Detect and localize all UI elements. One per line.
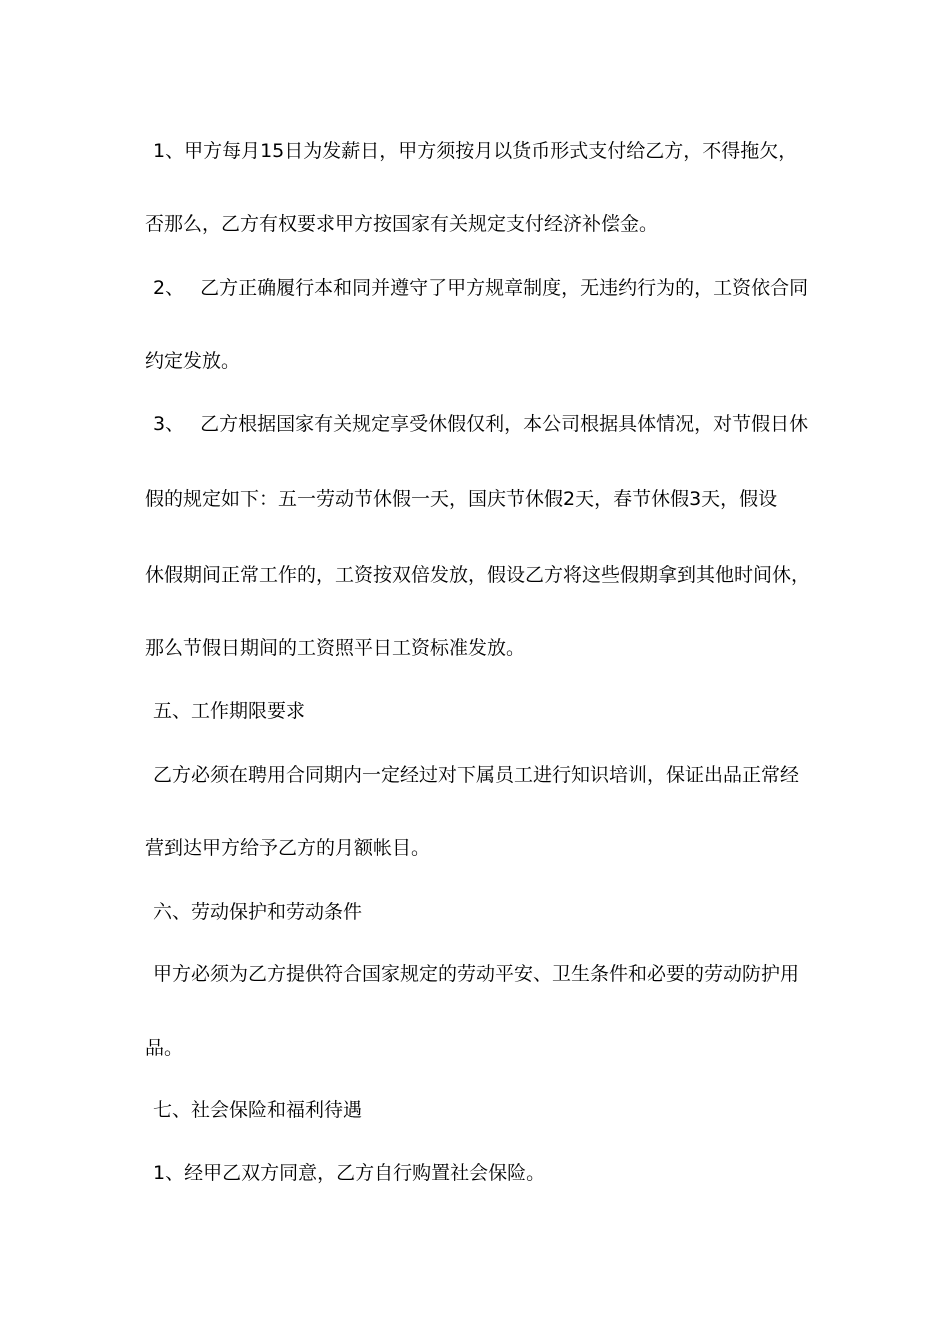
section-heading: 六、劳动保护和劳动条件 (153, 901, 363, 923)
section-heading: 五、工作期限要求 (153, 700, 306, 722)
paragraph-line: 营到达甲方给予乙方的月额帐目。 (145, 837, 431, 859)
list-number: 3、 (153, 413, 185, 435)
paragraph-line: 乙方必须在聘用合同期内一定经过对下属员工进行知识培训，保证出品正常经 (153, 764, 800, 786)
list-text: 乙方正确履行本和同并遵守了甲方规章制度，无违约行为的，工资依合同 (200, 277, 809, 299)
paragraph-line: 那么节假日期间的工资照平日工资标准发放。 (145, 637, 526, 659)
list-number: 2、 (153, 277, 185, 299)
paragraph-line: 品。 (145, 1037, 184, 1059)
paragraph-line: 1、甲方每月15日为发薪日，甲方须按月以货币形式支付给乙方，不得拖欠， (153, 140, 798, 162)
paragraph-line: 休假期间正常工作的，工资按双倍发放，假设乙方将这些假期拿到其他时间休， (145, 564, 811, 586)
paragraph-line: 甲方必须为乙方提供符合国家规定的劳动平安、卫生条件和必要的劳动防护用 (153, 963, 800, 985)
paragraph-line: 1、经甲乙双方同意，乙方自行购置社会保险。 (153, 1162, 546, 1184)
paragraph-line: 约定发放。 (145, 350, 241, 372)
paragraph-line: 否那么，乙方有权要求甲方按国家有关规定支付经济补偿金。 (145, 213, 659, 235)
paragraph-line: 假的规定如下：五一劳动节休假一天，国庆节休假2天，春节休假3天，假设 (145, 488, 778, 510)
list-item-line (153, 275, 823, 301)
section-heading: 七、社会保险和福利待遇 (153, 1099, 363, 1121)
list-item-line (153, 411, 823, 437)
list-text: 乙方根据国家有关规定享受休假仅利，本公司根据具体情况，对节假日休 (200, 413, 809, 435)
